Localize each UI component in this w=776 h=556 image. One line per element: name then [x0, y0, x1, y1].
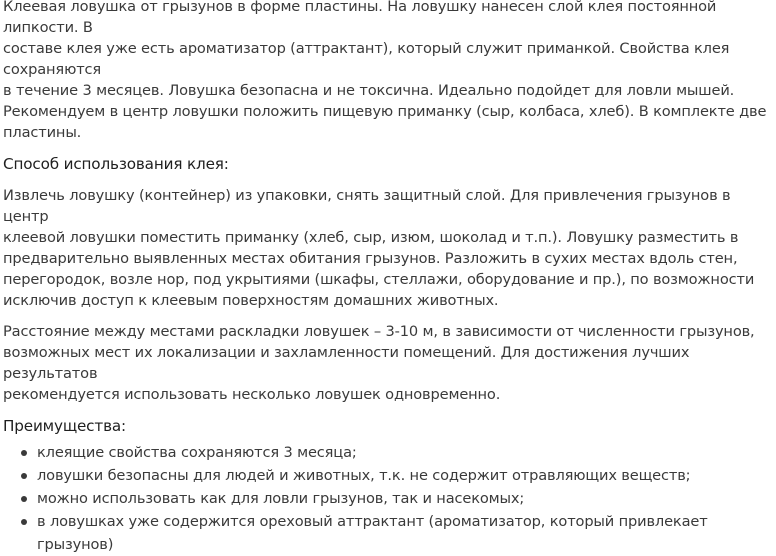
usage-line: клеевой ловушки поместить приманку (хлеб, сыр, изюм, шоколад и т.п.). Ловушку разместить в	[3, 229, 739, 246]
usage-line: Извлечь ловушку (контейнер) из упаковки, снять защитный слой. Для привлечения грызунов в центр	[3, 187, 731, 225]
intro-line: в течение 3 месяцев. Ловушка безопасна и не токсична. Идеально подойдет для ловли мышей.	[3, 82, 735, 99]
intro-line: Рекомендуем в центр ловушки положить пищевую приманку (сыр, колбаса, хлеб). В комплекте две	[3, 103, 767, 120]
usage-heading: Способ использования клея:	[3, 155, 229, 173]
list-item	[3, 510, 776, 556]
usage-line: Расстояние между местами раскладки ловушек – 3-10 м, в зависимости от численности грызунов,	[3, 323, 755, 340]
bullet-icon	[21, 450, 27, 456]
bullet-icon	[21, 496, 27, 502]
usage-line: предварительно выявленных местах обитания грызунов. Разложить в сухих местах вдоль стен,	[3, 250, 738, 267]
usage-line: рекомендуется использовать несколько ловушек одновременно.	[3, 386, 501, 403]
list-item	[3, 487, 776, 510]
benefit-text: можно использовать как для ловли грызунов, так и насекомых;	[37, 490, 525, 507]
usage-line: исключив доступ к клеевым поверхностям домашних животных.	[3, 292, 499, 309]
usage-line: перегородок, возле нор, под укрытиями (шкафы, стеллажи, оборудование и пр.), по возможности	[3, 271, 755, 288]
usage-paragraph-1	[3, 185, 776, 311]
bullet-icon	[21, 473, 27, 479]
benefit-text: клеящие свойства сохраняются 3 месяца;	[37, 444, 357, 461]
benefits-heading: Преимущества:	[3, 417, 126, 435]
benefit-text: ловушки безопасны для людей и животных, т.к. не содержит отравляющих веществ;	[37, 467, 691, 484]
intro-paragraph	[3, 0, 776, 143]
benefits-list	[3, 441, 776, 556]
list-item	[3, 464, 776, 487]
bullet-icon	[21, 519, 27, 525]
usage-paragraph-2	[3, 321, 776, 405]
intro-line: составе клея уже есть ароматизатор (аттрактант), который служит приманкой. Свойства клея сохраняются	[3, 40, 730, 78]
intro-line: пластины.	[3, 124, 82, 141]
usage-line: возможных мест их локализации и захламленности помещений. Для достижения лучших результатов	[3, 344, 690, 382]
benefit-text: в ловушках уже содержится ореховый аттрактант (ароматизатор, который привлекает грызунов)	[37, 513, 708, 553]
intro-line: Клеевая ловушка от грызунов в форме пластины. На ловушку нанесен слой клея постоянной липкости. В	[3, 0, 717, 36]
list-item	[3, 441, 776, 464]
